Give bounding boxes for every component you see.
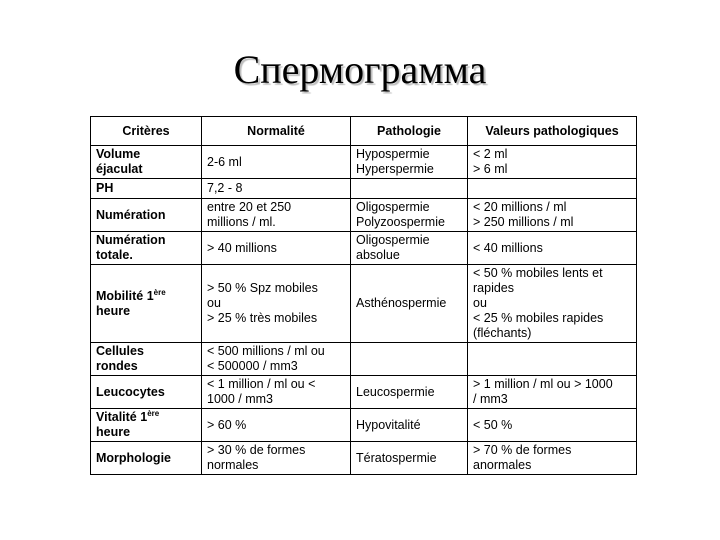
cell-line: Cellules (96, 344, 144, 358)
cell-normal (202, 343, 351, 376)
cell-line: entre 20 et 250 (207, 200, 292, 214)
page-title: Спермограмма (233, 47, 487, 92)
cell-line: > 50 % Spz mobiles (207, 281, 318, 295)
cell-line: > 30 % de formes (207, 443, 306, 457)
cell-normal (202, 179, 351, 199)
cell-pathology (351, 343, 468, 376)
cell-values (468, 179, 637, 199)
cell-line: millions / ml. (207, 215, 276, 229)
cell-criteria (91, 376, 202, 409)
cell-line: < 1 million / ml ou < (207, 377, 316, 391)
cell-line: rondes (96, 359, 138, 373)
table-row (91, 232, 637, 265)
cell-pathology (351, 442, 468, 475)
cell-normal (202, 265, 351, 343)
table-row (91, 343, 637, 376)
cell-pathology (351, 265, 468, 343)
cell-normal (202, 232, 351, 265)
cell-normal (202, 376, 351, 409)
cell-line (96, 289, 196, 304)
cell-criteria (91, 146, 202, 179)
cell-line: absolue (356, 248, 400, 262)
table-row (91, 442, 637, 475)
criteria-main-text: Vitalité 1 (96, 410, 148, 424)
cell-line: > 250 millions / ml (473, 215, 574, 229)
cell-line: < 500000 / mm3 (207, 359, 298, 373)
cell-line: Leucospermie (356, 384, 435, 399)
cell-line: éjaculat (96, 162, 143, 176)
cell-line (96, 410, 196, 425)
cell-values (468, 199, 637, 232)
cell-normal (202, 146, 351, 179)
cell-pathology (351, 409, 468, 442)
superscript-text: ère (153, 287, 166, 297)
cell-line: anormales (473, 458, 532, 472)
header-normalite: Normalité (202, 117, 351, 146)
table-row (91, 265, 637, 343)
cell-criteria (91, 199, 202, 232)
cell-line: < 500 millions / ml ou (207, 344, 325, 358)
cell-line: 2-6 ml (207, 154, 242, 169)
cell-line: < 25 % mobiles rapides (473, 311, 604, 325)
cell-line: < 2 ml (473, 147, 508, 161)
cell-line: < 20 millions / ml (473, 200, 567, 214)
cell-line: 1000 / mm3 (207, 392, 274, 406)
cell-line: normales (207, 458, 259, 472)
cell-line: ou (473, 296, 487, 310)
cell-criteria (91, 343, 202, 376)
cell-values (468, 232, 637, 265)
cell-criteria (91, 409, 202, 442)
cell-line: ou (207, 296, 221, 310)
cell-line: Numération (96, 233, 166, 247)
cell-line: Hypovitalité (356, 417, 421, 432)
cell-criteria (91, 232, 202, 265)
cell-line: < 40 millions (473, 240, 543, 255)
cell-pathology (351, 179, 468, 199)
header-pathologie: Pathologie (351, 117, 468, 146)
cell-values (468, 409, 637, 442)
cell-line: Oligospermie (356, 200, 430, 214)
table-row (91, 179, 637, 199)
cell-criteria (91, 265, 202, 343)
cell-line: > 6 ml (473, 162, 508, 176)
cell-line: Leucocytes (96, 384, 165, 399)
cell-values (468, 343, 637, 376)
cell-line: Volume (96, 147, 141, 161)
cell-line: > 70 % de formes (473, 443, 572, 457)
superscript-text: ère (147, 408, 160, 418)
cell-line: heure (96, 303, 131, 318)
table-header-row (91, 117, 637, 146)
cell-pathology (351, 199, 468, 232)
cell-normal (202, 442, 351, 475)
cell-normal (202, 409, 351, 442)
cell-normal (202, 199, 351, 232)
table-row (91, 409, 637, 442)
cell-line: > 40 millions (207, 240, 277, 255)
header-criteres: Critères (91, 117, 202, 146)
cell-values (468, 376, 637, 409)
spermogram-table (90, 116, 637, 475)
cell-line: Polyzoospermie (356, 215, 445, 229)
cell-line: Morphologie (96, 450, 171, 465)
criteria-main-text: Mobilité 1 (96, 288, 154, 303)
cell-line: Oligospermie (356, 233, 430, 247)
cell-line: / mm3 (473, 392, 508, 406)
cell-pathology (351, 146, 468, 179)
cell-line: > 25 % très mobiles (207, 311, 318, 325)
cell-line: (fléchants) (473, 326, 532, 340)
cell-line: Hypospermie (356, 147, 430, 161)
cell-line: < 50 % mobiles lents et (473, 266, 603, 280)
cell-line: 7,2 - 8 (207, 181, 243, 195)
cell-line: heure (96, 425, 131, 439)
cell-line: Numération (96, 207, 166, 222)
cell-line: Asthénospermie (356, 296, 447, 310)
header-valeurs-pathologiques: Valeurs pathologiques (468, 117, 637, 146)
cell-values (468, 265, 637, 343)
cell-line: Tératospermie (356, 450, 437, 465)
table-row (91, 146, 637, 179)
cell-line: < 50 % (473, 417, 513, 432)
cell-criteria (91, 442, 202, 475)
cell-line: totale. (96, 248, 133, 262)
cell-line: Hyperspermie (356, 162, 434, 176)
cell-values (468, 442, 637, 475)
cell-values (468, 146, 637, 179)
cell-criteria (91, 179, 202, 199)
cell-line: > 1 million / ml ou > 1000 (473, 377, 613, 391)
cell-pathology (351, 232, 468, 265)
cell-line: rapides (473, 281, 514, 295)
cell-line: PH (96, 181, 114, 195)
table-row (91, 199, 637, 232)
table-row (91, 376, 637, 409)
cell-line: > 60 % (207, 417, 247, 432)
cell-pathology (351, 376, 468, 409)
